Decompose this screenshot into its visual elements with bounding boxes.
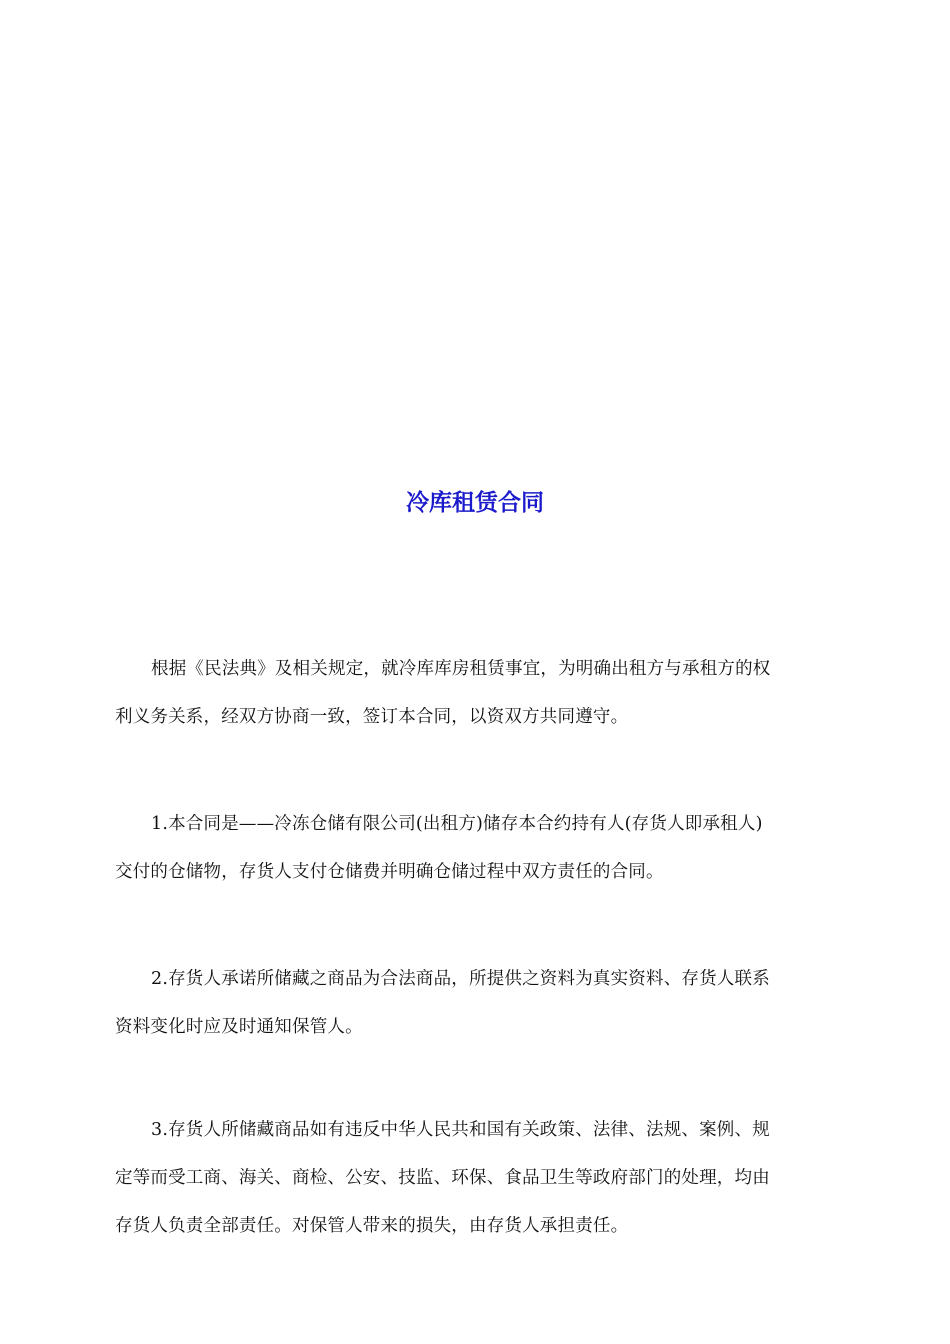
paragraph-line: 2.存货人承诺所储藏之商品为合法商品，所提供之资料为真实资料、存货人联系 xyxy=(151,969,770,989)
clause-1 xyxy=(115,800,837,896)
paragraph-line: 1.本合同是——冷冻仓储有限公司(出租方)储存本合约持有人(存货人即承租人) xyxy=(151,814,763,834)
paragraph-line: 存货人负责全部责任。对保管人带来的损失，由存货人承担责任。 xyxy=(115,1216,629,1236)
paragraph-line: 利义务关系，经双方协商一致，签订本合同，以资双方共同遵守。 xyxy=(115,707,629,727)
intro-paragraph xyxy=(115,645,837,741)
paragraph-line: 根据《民法典》及相关规定，就冷库库房租赁事宜，为明确出租方与承租方的权 xyxy=(151,659,771,679)
paragraph-line: 3.存货人所储藏商品如有违反中华人民共和国有关政策、法律、法规、案例、规 xyxy=(151,1120,770,1140)
paragraph-line: 资料变化时应及时通知保管人。 xyxy=(115,1017,363,1037)
paragraph-line: 交付的仓储物，存货人支付仓储费并明确仓储过程中双方责任的合同。 xyxy=(115,862,664,882)
paragraph-line: 定等而受工商、海关、商检、公安、技监、环保、食品卫生等政府部门的处理，均由 xyxy=(115,1168,770,1188)
clause-2 xyxy=(115,955,837,1051)
document-title: 冷库租赁合同 xyxy=(406,490,544,516)
clause-3 xyxy=(115,1106,837,1250)
